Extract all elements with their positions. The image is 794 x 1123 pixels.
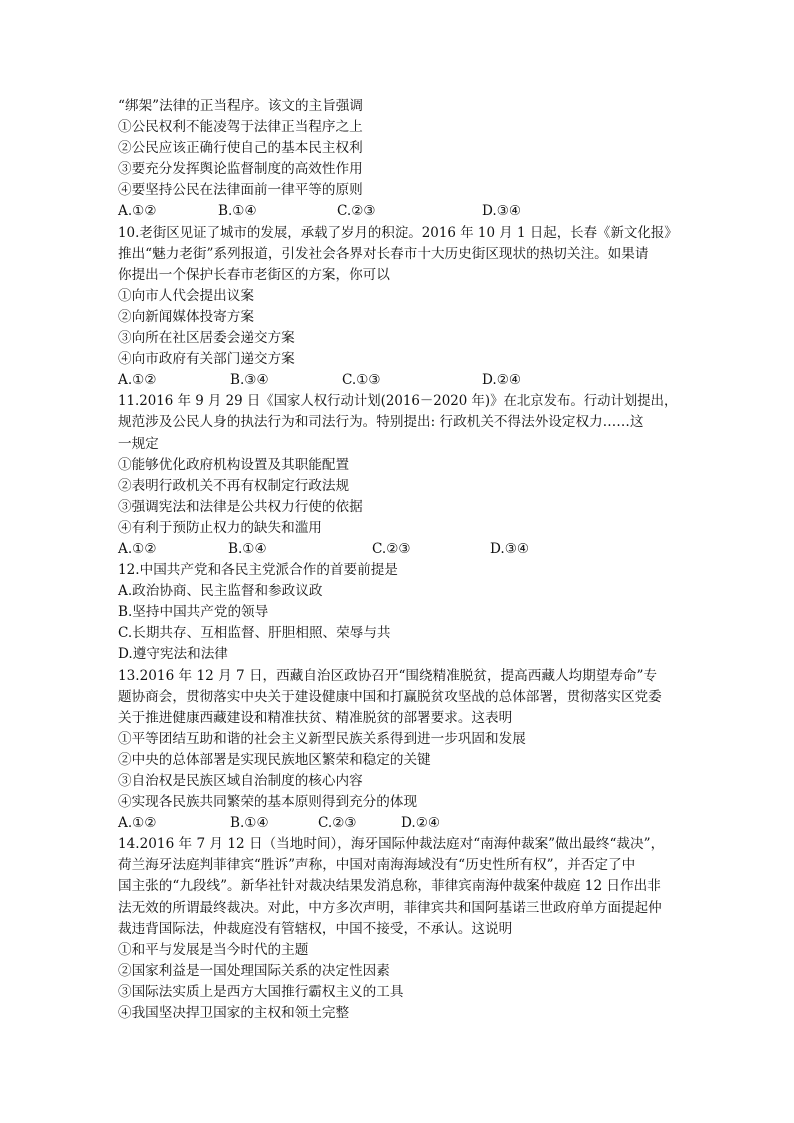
- statement-item: ④向市政府有关部门递交方案: [118, 351, 295, 368]
- answer-options: [118, 370, 678, 391]
- question-stem: 11.2016 年 9 月 29 日《国家人权行动计划(2016－2020 年)》在北京发布。行动计划提出，: [118, 393, 678, 410]
- exam-page: [118, 96, 678, 1024]
- statement-item: ③向所在社区居委会递交方案: [118, 330, 295, 347]
- question-stem: 国主张的“九段线”。新华社针对裁决结果发消息称，菲律宾南海仲裁案仲裁庭 12 日作出非: [118, 878, 661, 895]
- statement-item: ①能够优化政府机构设置及其职能配置: [118, 456, 350, 473]
- option-b: B.①④: [228, 540, 267, 557]
- option-c: C.②③: [372, 540, 411, 557]
- statement-item: ①平等团结互助和谐的社会主义新型民族关系得到进一步巩固和发展: [118, 730, 526, 747]
- choice-c: C.长期共存、互相监督、肝胆相照、荣辱与共: [118, 625, 391, 642]
- question-12: [118, 560, 678, 665]
- question-14: [118, 834, 678, 1024]
- question-13: [118, 666, 678, 835]
- statement-item: ②表明行政机关不再有权制定行政法规: [118, 477, 350, 494]
- statement-item: ③强调宪法和法律是公共权力行使的依据: [118, 498, 363, 515]
- answer-options: [118, 813, 678, 834]
- statement-item: ③国际法实质上是西方大国推行霸权主义的工具: [118, 983, 404, 1000]
- statement-item: ④有利于预防止权力的缺失和滥用: [118, 519, 322, 536]
- statement-item: ③自治权是民族区域自治制度的核心内容: [118, 773, 363, 789]
- question-stem: 题协商会，贯彻落实中央关于建设健康中国和打赢脱贫攻坚战的总体部署，贯彻落实区党委: [118, 688, 662, 705]
- option-b: B.①④: [230, 815, 269, 832]
- question-stem: 法无效的所谓最终裁决。对此，中方多次声明，菲律宾共和国阿基诺三世政府单方面提起仲: [118, 899, 662, 916]
- choice-a: A.政治协商、民主监督和参政议政: [118, 583, 323, 600]
- option-a: A.①②: [118, 372, 157, 389]
- question-stem: 13.2016 年 12 月 7 日，西藏自治区政协召开“围绕精准脱贫，提高西藏人均期望寿命”专: [118, 667, 658, 684]
- statement-item: ④实现各民族共同繁荣的基本原则得到充分的体现: [118, 794, 418, 811]
- answer-options: [118, 539, 678, 560]
- answer-options: [118, 201, 678, 222]
- statement-item: ④要坚持公民在法律面前一律平等的原则: [118, 182, 363, 199]
- option-b: B.③④: [230, 372, 269, 389]
- statement-item: ①和平与发展是当今时代的主题: [118, 941, 309, 958]
- option-a: A.①②: [118, 815, 157, 832]
- statement-item: ①公民权利不能凌驾于法律正当程序之上: [118, 119, 363, 136]
- question-stem: 一规定: [118, 435, 159, 452]
- question-stem: 推出“魅力老街”系列报道，引发社会各界对长春市十大历史街区现状的热切关注。如果请: [118, 245, 649, 262]
- option-c: C.①③: [342, 372, 381, 389]
- question-9: [118, 96, 678, 223]
- question-10: [118, 223, 678, 392]
- option-a: A.①②: [118, 540, 157, 557]
- question-stem: 荷兰海牙法庭判菲律宾“胜诉”声称，中国对南海海域没有“历史性所有权”，并否定了中: [118, 857, 636, 874]
- choice-d: D.遵守宪法和法律: [118, 646, 228, 663]
- option-c: C.②③: [337, 203, 376, 220]
- option-b: B.①④: [218, 203, 257, 220]
- statement-item: ④我国坚决捍卫国家的主权和领土完整: [118, 1005, 350, 1022]
- option-d: D.③④: [482, 203, 522, 220]
- question-11: [118, 391, 678, 560]
- statement-item: ③要充分发挥舆论监督制度的高效性作用: [118, 161, 363, 178]
- option-a: A.①②: [118, 203, 157, 220]
- choice-b: B.坚持中国共产党的领导: [118, 604, 269, 621]
- question-stem: 12.中国共产党和各民主党派合作的首要前提是: [118, 562, 398, 579]
- option-c: C.②③: [318, 815, 357, 832]
- question-stem: 14.2016 年 7 月 12 日（当地时间），海牙国际仲裁法庭对“南海仲裁案”做出最终“裁决”，: [118, 836, 665, 853]
- option-d: D.③④: [490, 540, 530, 557]
- statement-item: ②中央的总体部署是实现民族地区繁荣和稳定的关键: [118, 751, 431, 768]
- option-d: D.②④: [482, 372, 522, 389]
- statement-item: ①向市人代会提出议案: [118, 287, 254, 304]
- statement-item: ②国家利益是一国处理国际关系的决定性因素: [118, 962, 390, 979]
- question-stem: 10.老街区见证了城市的发展，承载了岁月的积淀。2016 年 10 月 1 日起，长春《新文化报》: [118, 224, 678, 241]
- statement-item: ②公民应该正确行使自己的基本民主权利: [118, 140, 363, 157]
- statement-item: ②向新闻媒体投寄方案: [118, 308, 254, 325]
- question-stem: 关于推进健康西藏建设和精准扶贫、精准脱贫的部署要求。这表明: [118, 709, 513, 726]
- option-d: D.②④: [401, 815, 441, 832]
- question-stem: 裁违背国际法，仲裁庭没有管辖权，中国不接受，不承认。这说明: [118, 920, 513, 937]
- question-stem: 规范涉及公民人身的执法行为和司法行为。特别提出: 行政机关不得法外设定权力……这: [118, 414, 644, 431]
- question-stem: 你提出一个保护长春市老街区的方案，你可以: [118, 266, 390, 283]
- question-stem: “绑架”法律的正当程序。该文的主旨强调: [118, 98, 363, 114]
